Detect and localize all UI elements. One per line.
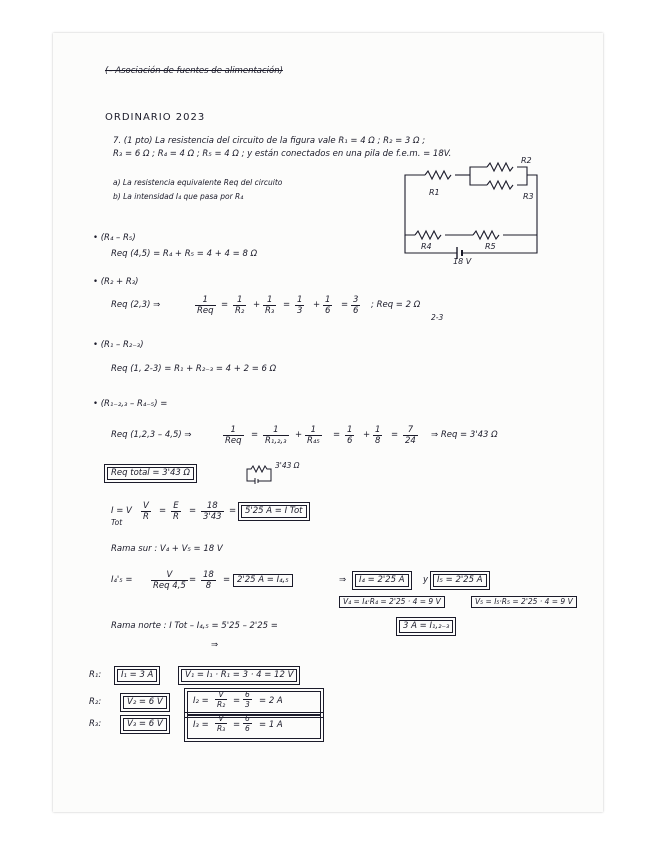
step3-title: • (R₁ – R₂₋₃) <box>93 340 144 350</box>
i123-box: 3 A = I₁,₂₋₃ <box>399 620 453 633</box>
r2-eq-sign: = <box>233 696 241 706</box>
i45-eq-sign-2: = <box>223 575 231 585</box>
notebook-page <box>53 33 603 812</box>
step2-plus-sign: + <box>253 300 261 310</box>
r3-zigzag <box>487 181 513 189</box>
step2-fraction-r2: $\frac{1}{\text{R₂}}$ <box>235 295 245 316</box>
problem-line-1: 7. (1 pto) La resistencia del circuito de la figura vale R₁ = 4 Ω ; R₂ = 3 Ω ; <box>113 136 426 146</box>
i-total-lhs: I = V <box>111 506 132 516</box>
i-total-fraction-er: $\frac{E}{R}$ <box>173 501 179 522</box>
i45-box: 2'25 A = I₄,₅ <box>233 574 293 587</box>
r2-current-lhs: I₂ = <box>193 696 209 706</box>
r2-label: R₂: <box>89 697 102 707</box>
mini-resistor-label: 3'43 Ω <box>275 461 300 470</box>
step2-eq-sign: = <box>221 300 229 310</box>
v5-box: V₅ = I₅·R₅ = 2'25 · 4 = 9 V <box>471 596 577 608</box>
i-total-fraction-vr: $\frac{V}{R}$ <box>143 501 149 522</box>
step2-fraction-3-6: $\frac{3}{6}$ <box>353 295 359 316</box>
r3-voltage-box: V₃ = 6 V <box>123 718 167 731</box>
section-title: ORDINARIO 2023 <box>105 112 206 123</box>
step2-fraction-3: $\frac{1}{3}$ <box>297 295 303 316</box>
step2-eq-sign-3: = <box>341 300 349 310</box>
step4-plus-sign-2: + <box>363 430 371 440</box>
step4-eq-sign-3: = <box>391 430 399 440</box>
step2-fraction-6: $\frac{1}{6}$ <box>325 295 331 316</box>
step4-fraction-req: 1 Req <box>225 425 242 446</box>
step2-title: • (R₂ + R₃) <box>93 277 139 287</box>
r3-fraction-6-6: $\frac{6}{6}$ <box>245 714 250 733</box>
i-total-eq-sign: = <box>159 506 167 516</box>
problem-line-2: R₃ = 6 Ω ; R₄ = 4 Ω ; R₅ = 4 Ω ; y están conectados en una pila de f.e.m. = 18V. <box>113 149 452 159</box>
r4-zigzag <box>415 231 441 239</box>
i45-lhs: I₄'₅ = <box>111 575 133 585</box>
r3-current-result: = 1 A <box>259 720 283 730</box>
r1-label: R₁: <box>89 670 102 680</box>
r2-fraction-6-3: $\frac{6}{3}$ <box>245 690 250 709</box>
r3-eq-sign: = <box>233 720 241 730</box>
step4-eq-sign: = <box>251 430 259 440</box>
step4-lhs: Req (1,2,3 – 4,5) ⇒ <box>111 430 192 440</box>
r3-fraction-v-r3: $\frac{V}{\text{R₃}}$ <box>217 714 226 733</box>
r2-current-result: = 2 A <box>259 696 283 706</box>
step4-fraction-r45: $\frac{1}{\text{R₄₅}}$ <box>307 425 320 446</box>
rama-norte-arrow: ⇒ <box>211 640 219 650</box>
circuit-diagram <box>395 155 545 265</box>
circuit-label-r2: R2 <box>521 156 532 165</box>
step4-fraction-7-24: $\frac{7}{24}$ <box>405 425 416 446</box>
step3-equation: Req (1, 2-3) = R₁ + R₂₋₃ = 4 + 2 = 6 Ω <box>111 364 277 374</box>
r2-fraction-v-r2: $\frac{V}{\text{R₂}}$ <box>217 690 226 709</box>
step4-fraction-6: $\frac{1}{6}$ <box>347 425 353 446</box>
step4-eq-sign-2: = <box>333 430 341 440</box>
step2-eq-sign-2: = <box>283 300 291 310</box>
r3-current-lhs: I₃ = <box>193 720 209 730</box>
i4-box: I₄ = 2'25 A <box>355 574 409 587</box>
i-total-fraction-18: $\frac{18}{3'43}$ <box>203 501 222 522</box>
i-total-eq-sign-2: = <box>189 506 197 516</box>
i-total-sub: Tot <box>111 518 123 527</box>
r3-label: R₃: <box>89 719 102 729</box>
step1-title: • (R₄ – R₅) <box>93 233 136 243</box>
r1-zigzag <box>425 171 451 179</box>
r2-voltage-box: V₂ = 6 V <box>123 696 167 709</box>
step4-fraction-8: $\frac{1}{8}$ <box>375 425 381 446</box>
i-total-eq-sign-3: = <box>229 506 237 516</box>
i45-eq-sign: = <box>189 575 197 585</box>
step2-result-subscript: 2-3 <box>431 313 444 322</box>
problem-part-a: a) La resistencia equivalente Req del circuito <box>113 178 283 187</box>
r5-zigzag <box>473 231 499 239</box>
circuit-label-r5: R5 <box>485 242 496 251</box>
circuit-label-r3: R3 <box>523 192 534 201</box>
rama-norte-line: Rama norte : I Tot – I₄,₅ = 5'25 – 2'25 = <box>111 621 278 631</box>
step4-title: • (R₁₋₂,₃ – R₄₋₅) = <box>93 399 168 409</box>
step2-plus-sign-2: + <box>313 300 321 310</box>
v4-box: V₄ = I₄·R₄ = 2'25 · 4 = 9 V <box>339 596 445 608</box>
total-resistance-box: Req total = 3'43 Ω <box>107 467 194 480</box>
step4-fraction-r123: $\frac{1}{\text{R₁,₂,₃}}$ <box>265 425 287 446</box>
i45-fraction-18-8: $\frac{18}{8}$ <box>203 570 214 591</box>
r2-zigzag <box>487 163 513 171</box>
rama-sur-line: Rama sur : V₄ + V₅ = 18 V <box>111 544 223 554</box>
step4-result: ⇒ Req = 3'43 Ω <box>431 430 498 440</box>
i4-i5-separator: y <box>423 575 429 585</box>
circuit-label-r4: R4 <box>421 242 432 251</box>
problem-part-b: b) La intensidad I₄ que pasa por R₄ <box>113 192 244 201</box>
i45-fraction-v-req: V Req 4,5 <box>153 570 186 591</box>
i45-arrow: ⇒ <box>339 575 347 585</box>
circuit-label-r1: R1 <box>429 188 440 197</box>
step2-fraction-r3: $\frac{1}{\text{R₃}}$ <box>265 295 275 316</box>
step4-plus-sign: + <box>295 430 303 440</box>
r1-voltage-box: V₁ = I₁ · R₁ = 3 · 4 = 12 V <box>181 669 297 682</box>
step1-equation: Req (4,5) = R₄ + R₅ = 4 + 4 = 8 Ω <box>111 249 258 259</box>
header-subtitle: (– Asociación de fuentes de alimentación) <box>105 66 283 76</box>
i5-box: I₅ = 2'25 A <box>433 574 487 587</box>
circuit-label-source: 18 V <box>453 257 472 265</box>
r1-current-box: I₁ = 3 A <box>117 669 157 682</box>
i-total-box: 5'25 A = I Tot <box>241 505 307 518</box>
step2-lhs: Req (2,3) ⇒ <box>111 300 161 310</box>
step2-result: ; Req = 2 Ω <box>371 300 421 310</box>
step2-fraction-req: 1 Req <box>197 295 214 316</box>
